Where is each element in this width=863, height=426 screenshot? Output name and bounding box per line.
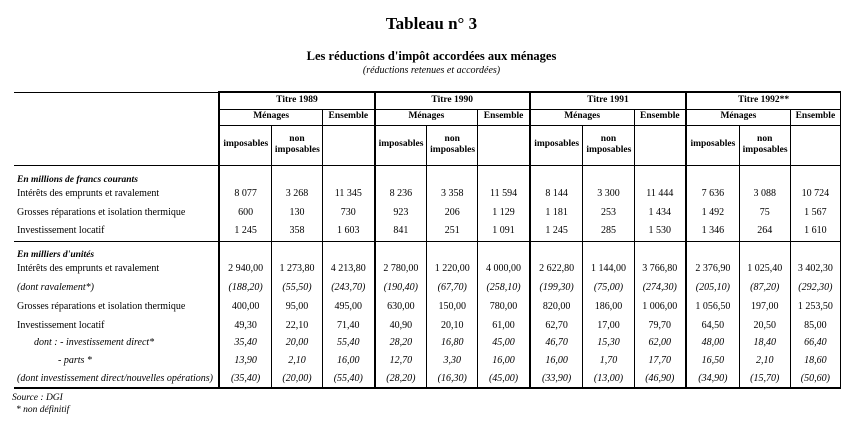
table-row [14,297,841,317]
empty-cell [375,165,427,185]
header-ensemble: Ensemble [634,109,686,125]
table-cell: 1 346 [686,222,739,241]
table-cell: 55,40 [323,334,375,351]
table-cell: 4 000,00 [478,260,530,278]
table-cell: (15,70) [739,370,790,388]
table-cell: (75,00) [583,278,634,297]
table-cell: 186,00 [583,297,634,317]
empty-cell [271,241,322,260]
table-cell: (45,00) [478,370,530,388]
table-row [14,370,841,388]
table-cell: 13,90 [219,351,271,370]
header-empty-cell [634,125,686,165]
table-subtitle: Les réductions d'impôt accordées aux ménages [306,49,557,63]
table-cell: (190,40) [375,278,427,297]
empty-cell [790,165,840,185]
table-cell: 1 181 [530,203,583,222]
header-empty-cell [790,125,840,165]
table-cell: 16,00 [323,351,375,370]
table-cell: 1,70 [583,351,634,370]
table-cell: 495,00 [323,297,375,317]
table-cell: 841 [375,222,427,241]
empty-cell [790,241,840,260]
table-cell: 3,30 [427,351,478,370]
table-cell: 8 144 [530,185,583,203]
table-cell: 3 766,80 [634,260,686,278]
table-cell: 923 [375,203,427,222]
table-row [14,260,841,278]
table-cell: 15,30 [583,334,634,351]
empty-cell [323,241,375,260]
table-cell: 3 088 [739,185,790,203]
table-cell: (33,90) [530,370,583,388]
table-row [14,278,841,297]
header-empty-cell [14,109,219,125]
table-cell: 35,40 [219,334,271,351]
table-cell: 780,00 [478,297,530,317]
table-cell: 11 594 [478,185,530,203]
header-row-menages [14,109,841,125]
reductions-table [14,91,841,389]
table-cell: 1 603 [323,222,375,241]
table-row [14,203,841,222]
page-title: Tableau n° 3 [385,14,478,33]
empty-cell [478,241,530,260]
table-cell: 17,70 [634,351,686,370]
section-heading: En milliers d'unités [14,241,219,260]
section-heading-row [14,241,841,260]
table-cell: 16,00 [530,351,583,370]
table-cell: (35,40) [219,370,271,388]
table-cell: (55,40) [323,370,375,388]
header-ensemble: Ensemble [323,109,375,125]
table-row [14,185,841,203]
table-cell: (16,30) [427,370,478,388]
table-cell: 150,00 [427,297,478,317]
table-row [14,222,841,241]
table-cell: 251 [427,222,478,241]
table-cell: 20,50 [739,317,790,334]
header-ensemble: Ensemble [790,109,840,125]
section-heading-row [14,165,841,185]
table-cell: 71,40 [323,317,375,334]
empty-cell [739,241,790,260]
header-imposables: imposables [686,125,739,165]
table-cell: 66,40 [790,334,840,351]
table-cell: 46,70 [530,334,583,351]
table-cell: (20,00) [271,370,322,388]
header-menages: Ménages [375,109,478,125]
header-row-imposables [14,125,841,165]
empty-cell [634,165,686,185]
table-cell: 253 [583,203,634,222]
table-cell: 600 [219,203,271,222]
table-cell: 285 [583,222,634,241]
empty-cell [427,165,478,185]
table-cell: 45,00 [478,334,530,351]
table-cell: 1 144,00 [583,260,634,278]
table-cell: (28,20) [375,370,427,388]
header-imposables: imposables [530,125,583,165]
row-label: (dont investissement direct/nouvelles opérations) [14,370,219,388]
table-cell: 20,00 [271,334,322,351]
table-cell: 75 [739,203,790,222]
table-cell: 18,60 [790,351,840,370]
empty-cell [219,165,271,185]
table-cell: (55,50) [271,278,322,297]
table-cell: 11 345 [323,185,375,203]
section-heading: En millions de francs courants [14,165,219,185]
table-cell: 3 300 [583,185,634,203]
header-non-imposables-line1: non [600,134,617,145]
table-cell: 20,10 [427,317,478,334]
header-menages: Ménages [686,109,790,125]
header-non-imposables-line1: non [444,134,460,145]
table-cell: 18,40 [739,334,790,351]
table-cell: 1 253,50 [790,297,840,317]
row-label: dont : - investissement direct* [34,336,155,348]
table-cell: 1 567 [790,203,840,222]
table-cell: (46,90) [634,370,686,388]
table-cell: 358 [271,222,322,241]
table-cell: 130 [271,203,322,222]
header-menages: Ménages [219,109,322,125]
table-cell: 2 780,00 [375,260,427,278]
header-titre-1992: Titre 1992** [686,92,840,109]
table-cell: (50,60) [790,370,840,388]
table-cell: 10 724 [790,185,840,203]
header-titre-1991: Titre 1991 [530,92,686,109]
table-row [14,351,841,370]
empty-cell [739,165,790,185]
table-cell: 1 434 [634,203,686,222]
table-cell: 1 220,00 [427,260,478,278]
header-ensemble: Ensemble [478,109,530,125]
empty-cell [686,165,739,185]
table-cell: 1 273,80 [271,260,322,278]
header-imposables: imposables [375,125,427,165]
table-cell: 730 [323,203,375,222]
row-label: Investissement locatif [17,225,105,237]
table-cell: 11 444 [634,185,686,203]
table-cell: 820,00 [530,297,583,317]
table-cell: 2 622,80 [530,260,583,278]
header-non-imposables-line2: imposables [430,145,476,155]
table-cell: 28,20 [375,334,427,351]
table-cell: 1 091 [478,222,530,241]
empty-cell [634,241,686,260]
table-cell: 1 530 [634,222,686,241]
table-cell: 7 636 [686,185,739,203]
table-cell: 95,00 [271,297,322,317]
table-cell: (67,70) [427,278,478,297]
table-cell: 85,00 [790,317,840,334]
header-titre-1990: Titre 1990 [375,92,530,109]
table-cell: 2 940,00 [219,260,271,278]
table-cell: 62,00 [634,334,686,351]
table-cell: 62,70 [530,317,583,334]
table-cell: (199,30) [530,278,583,297]
empty-cell [271,165,322,185]
header-non-imposables-line2: imposables [586,145,632,155]
table-cell: 79,70 [634,317,686,334]
header-empty-cell [14,92,219,109]
table-row [14,334,841,351]
empty-cell [427,241,478,260]
table-cell: 1 025,40 [739,260,790,278]
row-label: Intérêts des emprunts et ravalement [17,188,160,199]
header-menages: Ménages [530,109,634,125]
row-label: Investissement locatif [17,319,105,331]
table-cell: (243,70) [323,278,375,297]
header-non-imposables [583,125,634,165]
table-cell: 3 268 [271,185,322,203]
table-cell: 400,00 [219,297,271,317]
table-cell: 206 [427,203,478,222]
table-cell: 16,00 [478,351,530,370]
empty-cell [478,165,530,185]
table-cell: 1 492 [686,203,739,222]
header-empty-cell [478,125,530,165]
empty-cell [323,165,375,185]
empty-cell [219,241,271,260]
header-empty-cell [323,125,375,165]
table-cell: (188,20) [219,278,271,297]
table-cell: 2,10 [739,351,790,370]
table-cell: 49,30 [219,317,271,334]
table-cell: (34,90) [686,370,739,388]
table-subnote: (réductions retenues et accordées) [362,65,501,76]
table-cell: 2,10 [271,351,322,370]
empty-cell [530,241,583,260]
header-titre-1989: Titre 1989 [219,92,374,109]
empty-cell [686,241,739,260]
footer-source: Source : DGI [12,393,63,403]
table-cell: 64,50 [686,317,739,334]
table-cell: 1 245 [530,222,583,241]
table-cell: 1 006,00 [634,297,686,317]
table-cell: (274,30) [634,278,686,297]
table-cell: (258,10) [478,278,530,297]
table-cell: (292,30) [790,278,840,297]
table-cell: 1 129 [478,203,530,222]
row-label: - parts * [58,354,92,366]
table-cell: 12,70 [375,351,427,370]
table-cell: 1 056,50 [686,297,739,317]
header-empty-cell [14,125,219,165]
header-imposables: imposables [219,125,271,165]
header-non-imposables-line1: non [757,134,773,145]
table-cell: 197,00 [739,297,790,317]
table-cell: (205,10) [686,278,739,297]
header-non-imposables-line2: imposables [742,145,788,155]
empty-cell [583,241,634,260]
header-non-imposables [271,125,322,165]
table-cell: 8 077 [219,185,271,203]
table-cell: 264 [739,222,790,241]
row-label: Grosses réparations et isolation thermique [17,206,186,218]
table-cell: 48,00 [686,334,739,351]
header-non-imposables-line2: imposables [274,145,320,155]
table-cell: (13,00) [583,370,634,388]
empty-cell [583,165,634,185]
table-cell: 61,00 [478,317,530,334]
table-cell: 22,10 [271,317,322,334]
table-cell: 8 236 [375,185,427,203]
row-label: Intérêts des emprunts et ravalement [17,263,160,274]
table-cell: 2 376,90 [686,260,739,278]
empty-cell [375,241,427,260]
table-row [14,317,841,334]
row-label: Grosses réparations et isolation thermique [17,301,186,312]
table-cell: 3 358 [427,185,478,203]
table-cell: 1 245 [219,222,271,241]
table-cell: 16,50 [686,351,739,370]
table-cell: 17,00 [583,317,634,334]
table-cell: 40,90 [375,317,427,334]
table-cell: 630,00 [375,297,427,317]
footer-note: * non définitif [16,405,70,415]
table-cell: 4 213,80 [323,260,375,278]
row-label: (dont ravalement*) [17,281,94,293]
header-non-imposables [739,125,790,165]
empty-cell [530,165,583,185]
table-cell: 3 402,30 [790,260,840,278]
header-non-imposables-line1: non [289,134,305,145]
table-cell: 16,80 [427,334,478,351]
header-non-imposables [427,125,478,165]
table-cell: 1 610 [790,222,840,241]
table-cell: (87,20) [739,278,790,297]
header-row-titles [14,92,841,109]
